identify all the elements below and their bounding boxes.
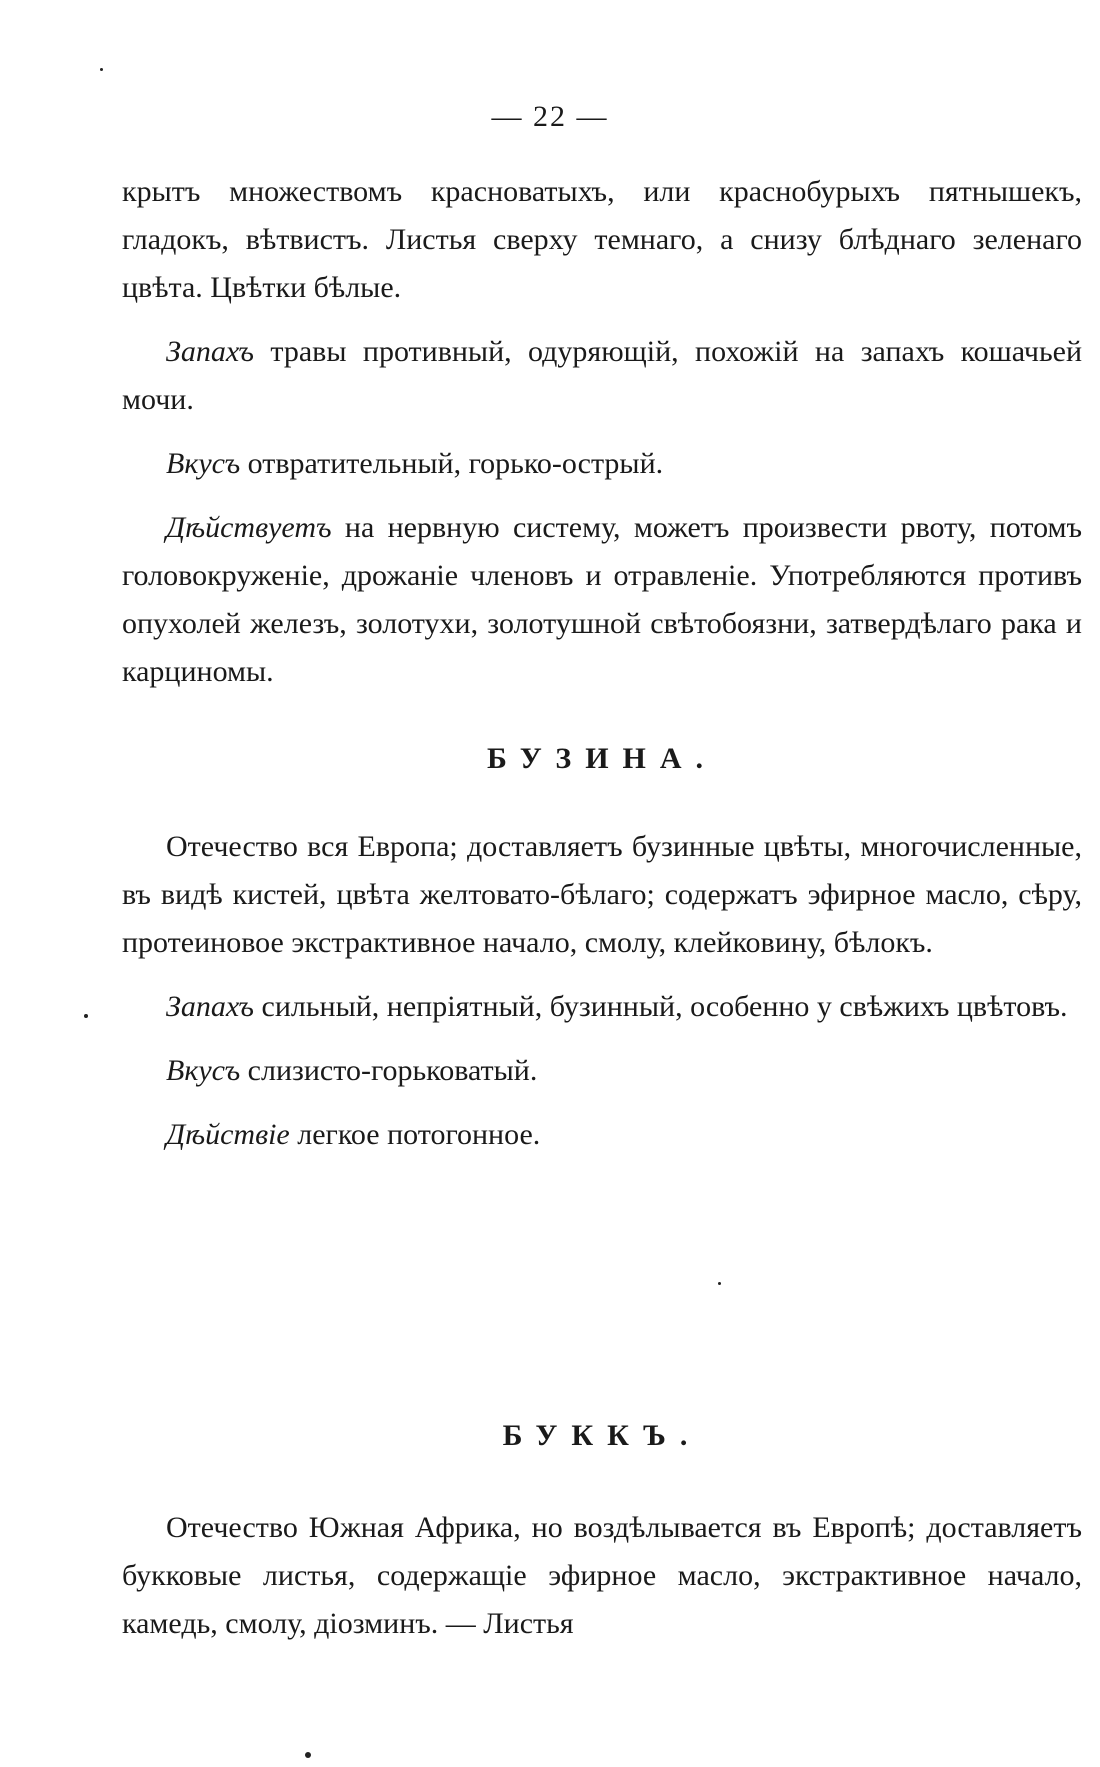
page-number: — 22 — <box>491 100 609 133</box>
scan-speck <box>100 68 103 71</box>
paragraph-smell <box>122 328 1082 424</box>
section-heading: БУЗИНА. <box>486 742 718 775</box>
action-text: легкое потогонное. <box>289 1118 541 1151</box>
paragraph-action <box>122 504 1082 696</box>
section-heading: БУККЪ. <box>502 1419 702 1452</box>
taste-label: Вкусъ <box>166 447 241 480</box>
smell-label: Запахъ <box>166 990 254 1023</box>
section-continuation <box>122 168 1082 712</box>
paragraph-origin: Отечество вся Европа; доставляетъ бузинные цвѣты, многочисленные, въ видѣ кистей, цвѣта желтовато-бѣлаго; содержатъ эфирное масло, сѣру, протеиновое экстрактивное начало, смолу, клейковину, бѣлокъ. <box>122 830 1082 959</box>
paragraph-taste <box>122 440 1082 488</box>
smell-text: сильный, непріятный, бузинный, особенно у свѣжихъ цвѣтовъ. <box>254 990 1068 1023</box>
section-bukk <box>122 1412 1082 1664</box>
action-label: Дѣйствуетъ <box>166 511 332 544</box>
taste-text: отвратительный, горько-острый. <box>240 447 664 480</box>
scan-speck <box>305 1752 311 1758</box>
taste-label: Вкусъ <box>166 1054 241 1087</box>
action-text: на нервную систему, можетъ произвести рвоту, потомъ головокруженіе, дрожаніе членовъ и отравленіе. Употребляются противъ опухолей железъ, золотухи, золотушной свѣтобоязни, затвердѣлаго рака и карциномы. <box>122 511 1082 688</box>
action-label: Дѣйствіе <box>166 1118 290 1151</box>
taste-text: слизисто-горьковатый. <box>240 1054 538 1087</box>
smell-text: травы противный, одуряющій, похожій на запахъ кошачьей мочи. <box>122 335 1082 416</box>
paragraph-description: крытъ множествомъ красноватыхъ, или краснобурыхъ пятнышекъ, гладокъ, вѣтвистъ. Листья сверху темнаго, а снизу блѣднаго зеленаго цвѣта. Цвѣтки бѣлые. <box>122 175 1082 304</box>
paragraph-action <box>122 1111 1082 1159</box>
paragraph-taste <box>122 1047 1082 1095</box>
scan-speck <box>84 1014 88 1018</box>
scan-speck <box>718 1282 721 1285</box>
paragraph-smell <box>122 983 1082 1031</box>
section-buzina <box>122 735 1082 1175</box>
smell-label: Запахъ <box>166 335 254 368</box>
paragraph-origin: Отечество Южная Африка, но воздѣлывается въ Европѣ; доставляетъ букковые листья, содержащіе эфирное масло, экстрактивное начало, камедь, смолу, діозминъ. — Листья <box>122 1511 1082 1640</box>
